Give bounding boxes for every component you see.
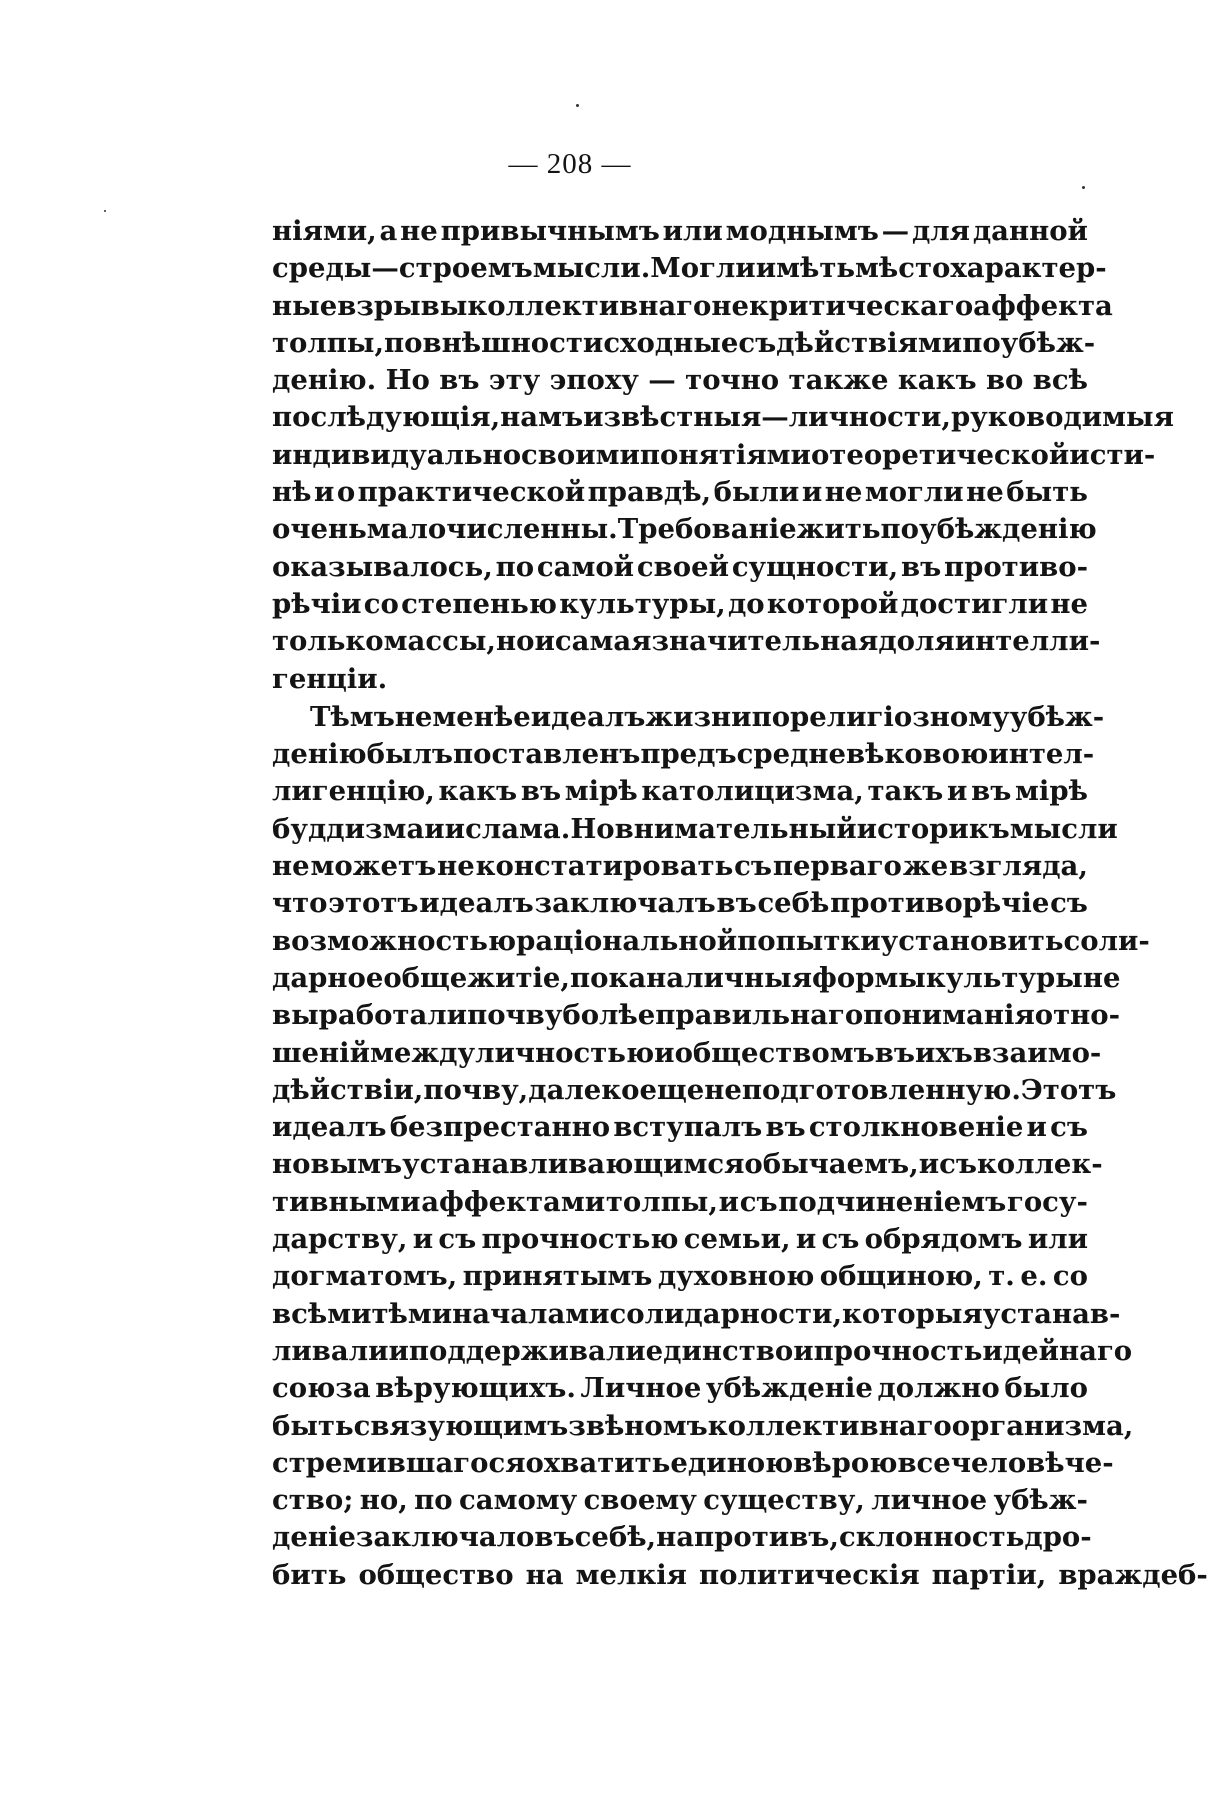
text-line: союза вѣрующихъ. Личное убѣжденіе должно было — [272, 1372, 1088, 1405]
text-line: нѣ и о практической правдѣ, были и не могли не быть — [272, 476, 1088, 509]
text-line: лигенцію, какъ въ мірѣ католицизма, такъ и въ мірѣ — [272, 775, 1088, 808]
text-line: догматомъ, принятымъ духовною общиною, т. е. со — [272, 1260, 1088, 1293]
text-line: ство; но, по самому своему существу, личное убѣж- — [272, 1484, 1088, 1517]
text-line: рѣчіи со степенью культуры, до которой достигли не — [272, 587, 1088, 620]
page-number: — 208 — — [508, 148, 632, 180]
text-line: не можетъ не констатировать съ перваго же взгляда, — [272, 850, 1088, 883]
text-line: среды — строемъ мысли. Могли имѣть мѣсто характер- — [272, 252, 1107, 285]
text-line: возможностью раціональной попытки установить соли- — [272, 924, 1150, 957]
text-line: ные взрывы коллективнаго некритическаго аффекта — [272, 289, 1113, 322]
paragraph — [272, 699, 1208, 1594]
text-line: генціи. — [272, 662, 388, 695]
text-line: толпы, по внѣшности сходные съ дѣйствіями по убѣж- — [272, 326, 1096, 359]
text-line: стремившагося охватить единою вѣрою все человѣче- — [272, 1446, 1114, 1479]
text-line: ливали и поддерживали единство и прочность идейнаго — [272, 1334, 1133, 1367]
text-line: новымъ устанавливающимся обычаемъ, и съ коллек- — [272, 1148, 1103, 1181]
text-line: Тѣмъ не менѣе идеалъ жизни по религіозному убѣж- — [310, 700, 1105, 733]
text-line: деніе заключало въ себѣ, напротивъ, склонность дро- — [272, 1521, 1092, 1554]
text-line: ніями, а не привычнымъ или моднымъ — для данной — [272, 215, 1088, 247]
body-text — [272, 213, 1208, 1594]
text-line: послѣдующія, намъ извѣстныя — личности, руководимыя — [272, 401, 1174, 434]
print-speck — [1082, 186, 1085, 189]
print-speck — [576, 104, 579, 107]
print-speck — [104, 210, 106, 212]
text-line: что этотъ идеалъ заключалъ въ себѣ противорѣчіе съ — [272, 887, 1088, 920]
text-line: идеалъ безпрестанно вступалъ въ столкновеніе и съ — [272, 1111, 1088, 1144]
text-line: буддизма и ислама. Но внимательный историкъ мысли — [272, 812, 1118, 845]
text-line: очень малочисленны. Требованіе жить по убѣжденію — [272, 513, 1097, 546]
text-line: дарству, и съ прочностью семьи, и съ обрядомъ или — [272, 1223, 1088, 1256]
text-line: всѣми тѣми началами солидарности, которыя устанав- — [272, 1297, 1121, 1330]
text-line: дѣйствіи, почву, далеко еще не подготовленную. Этотъ — [272, 1073, 1117, 1106]
text-line: шеній между личностью и обществомъ въ ихъ взаимо- — [272, 1036, 1102, 1069]
text-line: бить общество на мелкія политическія партіи, враждеб- — [272, 1558, 1208, 1591]
text-line: денію. Но въ эту эпоху — точно также какъ во всѣ — [272, 364, 1088, 397]
text-line: быть связующимъ звѣномъ коллективнаго организма, — [272, 1409, 1134, 1442]
text-line: денію былъ поставленъ предъ средневѣковою интел- — [272, 738, 1095, 771]
paragraph — [272, 213, 1174, 698]
text-line: только массы, но и самая значительная доля интелли- — [272, 625, 1101, 658]
text-line: дарное общежитіе, пока наличныя формы культуры не — [272, 961, 1121, 994]
text-line: выработали почву болѣе правильнаго пониманія отно- — [272, 999, 1121, 1032]
text-line: тивными аффектами толпы, и съ подчиненіемъ госу- — [272, 1185, 1088, 1218]
text-line: оказывалось, по самой своей сущности, въ противо- — [272, 550, 1088, 583]
text-line: индивидуально своими понятіями о теоретической исти- — [272, 438, 1156, 471]
